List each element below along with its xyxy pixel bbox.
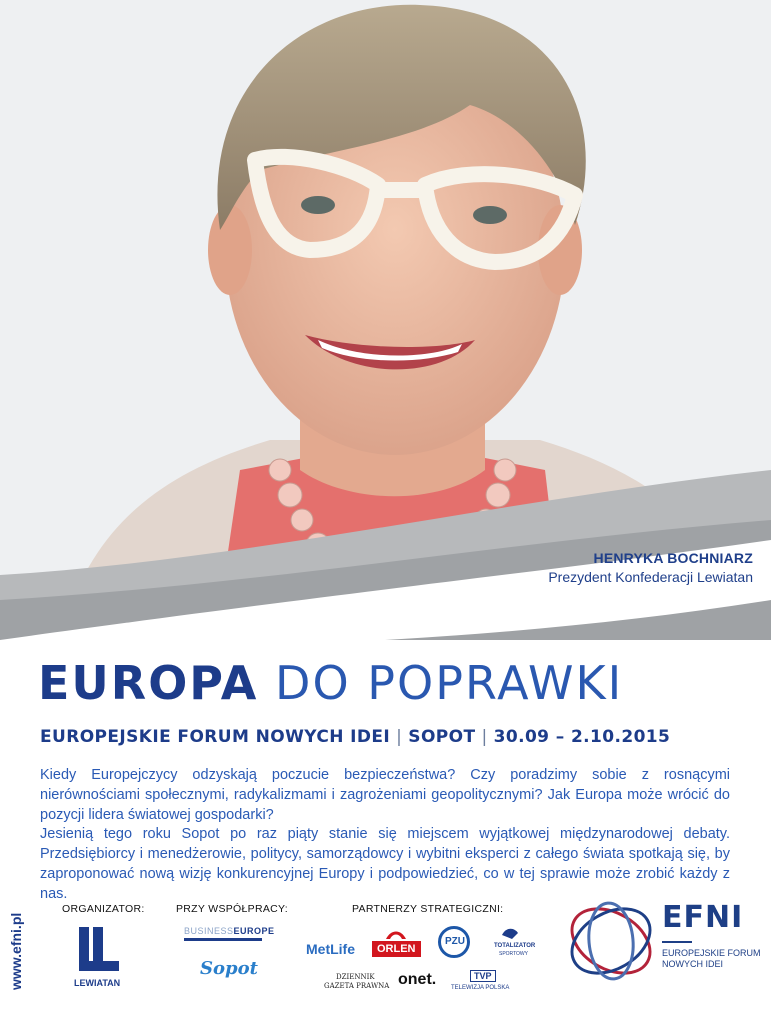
totalizator-sub: SPORTOWY (499, 951, 528, 957)
business-europe-part-a: BUSINESS (184, 926, 234, 936)
efni-subtitle-line2: NOWYCH IDEI (662, 959, 724, 969)
title-bold: EUROPA (38, 656, 259, 710)
sopot-logo: Sopot (200, 958, 258, 979)
title-light: DO POPRAWKI (275, 656, 624, 710)
cooperation-label: PRZY WSPÓŁPRACY: (176, 903, 288, 915)
efni-subtitle-line1: EUROPEJSKIE FORUM (662, 948, 761, 958)
tvp-logo-sub: TELEWIZJA POLSKA (451, 985, 510, 991)
organizer-label: ORGANIZATOR: (62, 903, 145, 915)
business-europe-bar (184, 938, 262, 941)
efni-title: EFNI (662, 900, 744, 935)
tvp-logo: TVP (470, 970, 496, 982)
event-place: SOPOT (408, 727, 476, 747)
photo-caption (548, 550, 753, 585)
paragraph-details: Jesienią tego roku Sopot po raz piąty stanie się miejscem wyjątkowej międzynarodowej debaty. Przedsiębiorcy i menedżerowie, politycy, samorządowcy i wybitni eksperci z całego świata spotkają się, by zaproponować nową wizję konkurencyjnej Europy i podpowiedzieć, co w tej sprawie może zrobić każdy z nas. (40, 826, 730, 902)
event-name: EUROPEJSKIE FORUM NOWYCH IDEI (40, 727, 391, 747)
pzu-logo-text: PZU (445, 936, 465, 947)
business-europe-part-b: EUROPE (233, 926, 275, 936)
person-role: Prezydent Konfederacji Lewiatan (548, 569, 753, 585)
business-europe-logo (184, 926, 275, 936)
onet-logo: onet. (398, 971, 437, 988)
efni-subtitle (662, 948, 761, 970)
event-dates: 30.09 – 2.10.2015 (493, 727, 671, 747)
totalizator-icon (500, 925, 520, 941)
website-link[interactable]: www.efni.pl (8, 912, 24, 990)
orlen-eagle-icon (385, 927, 407, 941)
metlife-logo: MetLife (306, 941, 355, 957)
totalizator-logo: TOTALIZATOR (494, 943, 536, 949)
efni-globe-icon (565, 895, 657, 987)
partners-label: PARTNERZY STRATEGICZNI: (352, 903, 504, 915)
dgp-logo-b: GAZETA PRAWNA (324, 982, 390, 990)
paragraph-intro: Kiedy Europejczycy odzyskają poczucie bezpieczeństwa? Czy poradzimy sobie z rosnącymi nierównościami społecznymi, radykalizmami i zagrożeniami geopolitycznymi? Jak Europa może wrócić do pozycji lidera światowej gospodarki? (40, 767, 730, 823)
lewiatan-logo-text: LEWIATAN (74, 978, 121, 988)
orlen-logo: ORLEN (372, 941, 421, 957)
event-subtitle (40, 727, 670, 747)
separator: | (481, 727, 488, 747)
efni-divider (662, 941, 692, 943)
separator: | (396, 727, 403, 747)
dgp-logo-a: DZIENNIK (336, 973, 375, 981)
pzu-logo (438, 926, 470, 958)
person-name: HENRYKA BOCHNIARZ (593, 550, 753, 566)
page-title (38, 656, 624, 710)
lewiatan-logo-icon (75, 925, 123, 973)
